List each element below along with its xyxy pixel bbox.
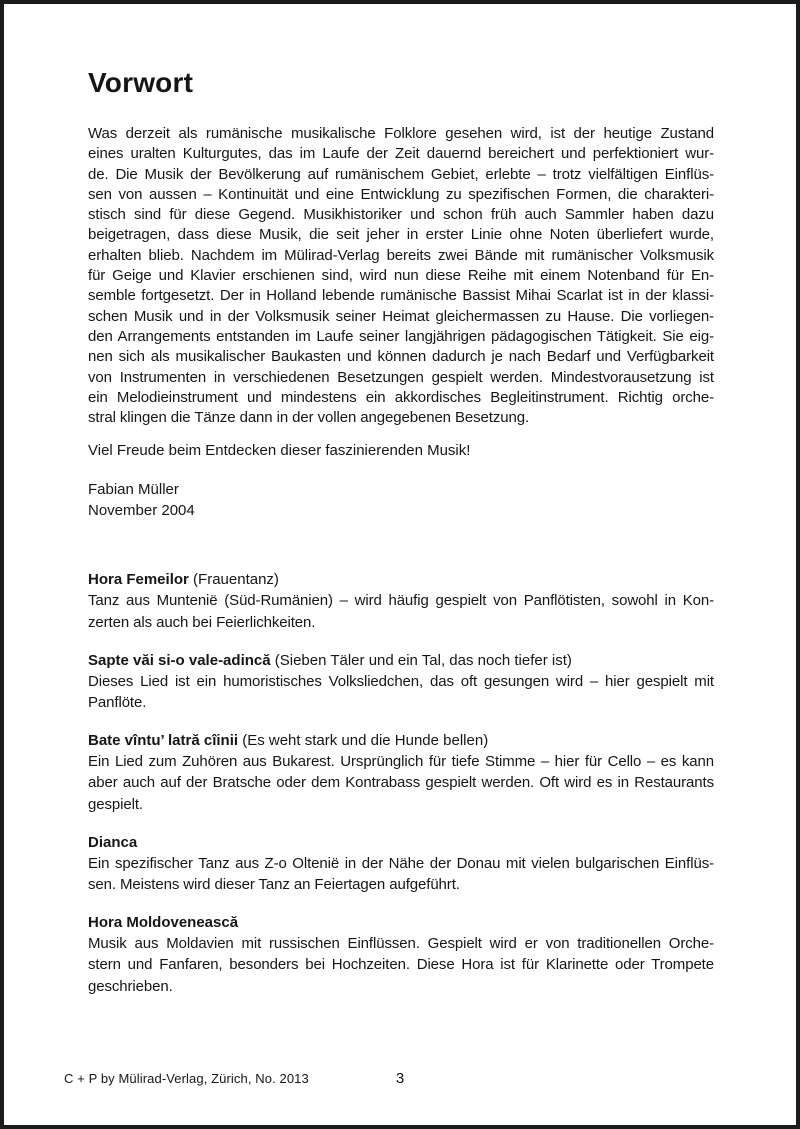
song-section	[88, 730, 714, 815]
intro-line: ein Melodieinstrument und mindestens ein akkordisches Begleitinstrument. Richtig orche-	[88, 388, 714, 406]
section-title: Dianca	[88, 833, 138, 851]
intro-line: semble fortgesetzt. Der in Holland lebende rumänische Bassist Mihai Scarlat ist in der klassi-	[88, 287, 714, 305]
intro-line: schen Musik und in der Volksmusik seiner Heimat gleichermassen zu Hause. Die vorliegen-	[88, 307, 714, 325]
section-title: Sapte văi si-o vale-adincă	[88, 651, 271, 669]
intro-line: eines uralten Kulturgutes, das im Laufe der Zeit dauernd bereichert und perfektioniert wur-	[88, 145, 714, 163]
intro-line: von Instrumenten in verschiedenen Besetzungen gespielt werden. Mindestvorausetzung ist	[88, 368, 714, 386]
section-line: zerten als auch bei Feierlichkeiten.	[88, 613, 316, 631]
song-section	[88, 832, 714, 895]
intro-line: sen von aussen – Kontinuität und eine Entwicklung zu spezifischen Formen, die charakteri-	[88, 185, 714, 203]
intro-line: erhalten blieb. Nachdem im Mülirad-Verlag bereits zwei Bände mit rumänischer Volksmusik	[88, 246, 714, 264]
section-heading	[88, 730, 714, 751]
section-title: Bate vîntu’ latră cîinii	[88, 732, 239, 750]
song-section	[88, 569, 714, 632]
intro-line: beigetragen, dass diese Musik, die seit jeher in erster Linie ohne Noten überliefert wurde,	[88, 226, 714, 244]
intro-paragraph	[88, 124, 714, 428]
intro-line: nen sich als musikalischer Baukasten und können dadurch je nach Bedarf und Verfügbarkeit	[88, 348, 714, 366]
intro-line: stisch sind für diese Gegend. Musikhistoriker und schon früh auch Sammler haben dazu	[88, 206, 714, 224]
intro-line: den Arrangements entstanden im Laufe seiner langjährigen pädagogischen Tätigkeit. Sie eig-	[88, 327, 714, 345]
closing-line: Viel Freude beim Entdecken dieser faszinierenden Musik!	[88, 442, 471, 460]
section-subtitle: (Sieben Täler und ein Tal, das noch tiefer ist)	[274, 651, 572, 669]
section-line: stern und Fanfaren, besonders bei Hochzeiten. Diese Hora ist für Klarinette oder Trompete	[88, 956, 714, 974]
page-content	[4, 4, 796, 997]
intro-line: für Geige und Klavier erschienen sind, wird nun diese Reihe mit einem Notenband für En-	[88, 267, 714, 285]
song-section	[88, 912, 714, 997]
section-subtitle: (Frauentanz)	[193, 571, 279, 589]
signature-name: Fabian Müller	[88, 481, 179, 499]
section-line: gespielt.	[88, 795, 143, 813]
section-line: Dieses Lied ist ein humoristisches Volksliedchen, das oft gesungen wird – hier gespielt mit	[88, 672, 714, 690]
signature-date: November 2004	[88, 501, 195, 519]
section-line: Tanz aus Muntenië (Süd-Rumänien) – wird häufig gespielt von Panflötisten, sowohl in Kon-	[88, 592, 714, 610]
song-section	[88, 650, 714, 713]
section-heading	[88, 569, 714, 590]
section-line: sen. Meistens wird dieser Tanz an Feiertagen aufgeführt.	[88, 876, 460, 894]
intro-line: Was derzeit als rumänische musikalische Folklore gesehen wird, ist der heutige Zustand	[88, 125, 714, 142]
section-heading	[88, 912, 714, 933]
section-heading	[88, 650, 714, 671]
page-title: Vorwort	[88, 67, 194, 98]
intro-line: de. Die Musik der Bevölkerung auf rumänischem Gebiet, erlebte – trotz vielfältigen Einflüs-	[88, 165, 714, 183]
section-line: Ein spezifischer Tanz aus Z-o Oltenië in der Nähe der Donau mit vielen bulgarischen Einflüs-	[88, 854, 714, 872]
intro-line: stral klingen die Tänze dann in der vollen angegebenen Besetzung.	[88, 409, 530, 427]
song-sections	[88, 569, 714, 996]
section-subtitle: (Es weht stark und die Hunde bellen)	[242, 732, 489, 750]
section-line: geschrieben.	[88, 977, 173, 995]
section-title: Hora Moldovenească	[88, 914, 239, 932]
signature-block	[88, 480, 714, 521]
section-title: Hora Femeilor	[88, 571, 189, 589]
section-line: Musik aus Moldavien mit russischen Einflüssen. Gespielt wird er von traditionellen Orche-	[88, 935, 714, 953]
section-line: Panflöte.	[88, 694, 147, 712]
page-footer	[4, 1070, 796, 1090]
section-line: Ein Lied zum Zuhören aus Bukarest. Ursprünglich für tiefe Stimme – hier für Cello – es kann	[88, 753, 714, 771]
imprint-text: C + P by Mülirad-Verlag, Zürich, No. 2013	[64, 1071, 309, 1086]
page-number: 3	[395, 1070, 405, 1087]
section-heading	[88, 832, 714, 853]
section-line: aber auch auf der Bratsche oder dem Kontrabass gespielt werden. Oft wird es in Restaurants	[88, 774, 714, 792]
